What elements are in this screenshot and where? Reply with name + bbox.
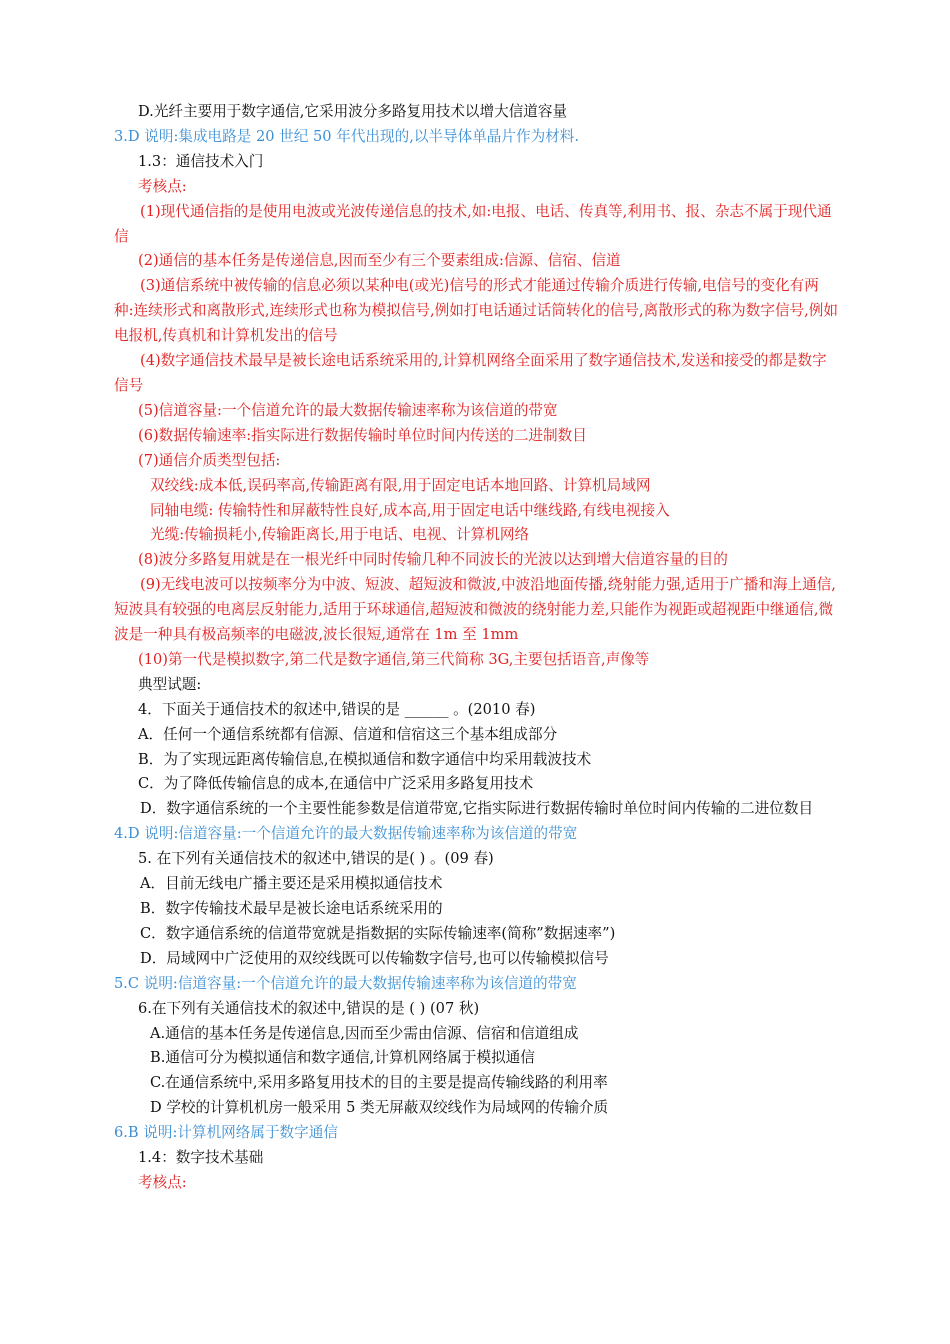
option-line: D 学校的计算机机房一般采用 5 类无屏蔽双绞线作为局域网的传输介质 [150,1099,609,1117]
section-heading: 1.4：数字技术基础 [138,1149,264,1167]
key-point: (10)第一代是模拟数字,第二代是数字通信,第三代简称 3G,主要包括语音,声像等 [138,650,650,668]
option-line: D．局域网中广泛使用的双绞线既可以传输数字信号,也可以传输模拟信号 [140,949,609,967]
option-line: B．为了实现远距离传输信息,在模拟通信和数字通信中均采用载波技术 [138,750,592,768]
key-point: (4)数字通信技术最早是被长途电话系统采用的,计算机网络全面采用了数字通信技术,发送和接受的都是数字信号 [114,352,827,394]
key-points-heading: 考核点: [138,177,187,195]
key-point: (1)现代通信指的是使用电波或光波传递信息的技术,如:电报、电话、传真等,利用书、报、杂志不属于现代通信 [114,202,832,245]
option-line: D．数字通信系统的一个主要性能参数是信道带宽,它指实际进行数据传输时单位时间内传输的二进位数目 [140,800,814,818]
key-point: (9)无线电波可以按频率分为中波、短波、超短波和微波,中波沿地面传播,绕射能力强,适用于广播和海上通信,短波具有较强的电离层反射能力,适用于环球通信,超短波和微波的绕射能力差,只能作为视距或超视距中继通信,微波是一种具有极高频率的电磁波,波长很短,通常在 1m 至 1mm [114,576,836,644]
typical-questions-heading: 典型试题: [138,675,202,693]
question: 5. 在下列有关通信技术的叙述中,错误的是( ) 。(09 春) [138,850,494,868]
medium-item: 双绞线:成本低,误码率高,传输距离有限,用于固定电话本地回路、计算机局域网 [150,476,651,494]
key-points-heading: 考核点: [138,1173,187,1191]
key-point: (7)通信介质类型包括: [138,451,281,469]
option-line: A.通信的基本任务是传递信息,因而至少需由信源、信宿和信道组成 [150,1024,579,1042]
option-line: A．目前无线电广播主要还是采用模拟通信技术 [140,875,443,893]
key-point: (8)波分多路复用就是在一根光纤中同时传输几种不同波长的光波以达到增大信道容量的目的 [138,551,728,569]
answer-line: 6.B 说明:计算机网络属于数字通信 [114,1124,338,1142]
option-d-line: D.光纤主要用于数字通信,它采用波分多路复用技术以增大信道容量 [138,103,568,120]
option-line: A．任何一个通信系统都有信源、信道和信宿这三个基本组成部分 [138,725,558,743]
answer-line: 4.D 说明:信道容量:一个信道允许的最大数据传输速率称为该信道的带宽 [114,825,578,843]
option-line: B.通信可分为模拟通信和数字通信,计算机网络属于模拟通信 [150,1049,535,1067]
option-line: B．数字传输技术最早是被长途电话系统采用的 [140,900,443,917]
question: 4．下面关于通信技术的叙述中,错误的是 ______ 。(2010 春) [138,700,536,718]
key-point: (6)数据传输速率:指实际进行数据传输时单位时间内传送的二进制数目 [138,426,587,444]
document-page [114,100,838,1196]
key-point: (5)信道容量:一个信道允许的最大数据传输速率称为该信道的带宽 [138,401,558,419]
section-heading: 1.3：通信技术入门 [138,152,264,170]
option-line: C．为了降低传输信息的成本,在通信中广泛采用多路复用技术 [138,775,534,793]
answer-line: 5.C 说明:信道容量:一个信道允许的最大数据传输速率称为该信道的带宽 [114,974,577,992]
medium-item: 光缆:传输损耗小,传输距离长,用于电话、电视、计算机网络 [150,526,530,544]
option-line: C．数字通信系统的信道带宽就是指数据的实际传输速率(简称”数据速率”) [140,924,616,942]
medium-item: 同轴电缆: 传输特性和屏蔽特性良好,成本高,用于固定电话中继线路,有线电视接入 [150,501,670,519]
answer-line: 3.D 说明:集成电路是 20 世纪 50 年代出现的,以半导体单晶片作为材料. [114,127,579,145]
key-point: (3)通信系统中被传输的信息必须以某种电(或光)信号的形式才能通过传输介质进行传输,电信号的变化有两种:连续形式和离散形式,连续形式也称为模拟信号,例如打电话通过话筒转化的信号,离散形式的称为数字信号,例如电报机,传真机和计算机发出的信号 [114,277,838,345]
option-line: C.在通信系统中,采用多路复用技术的目的主要是提高传输线路的利用率 [150,1074,608,1092]
key-point: (2)通信的基本任务是传递信息,因而至少有三个要素组成:信源、信宿、信道 [138,252,621,270]
question: 6.在下列有关通信技术的叙述中,错误的是 ( ) (07 秋) [138,999,480,1017]
